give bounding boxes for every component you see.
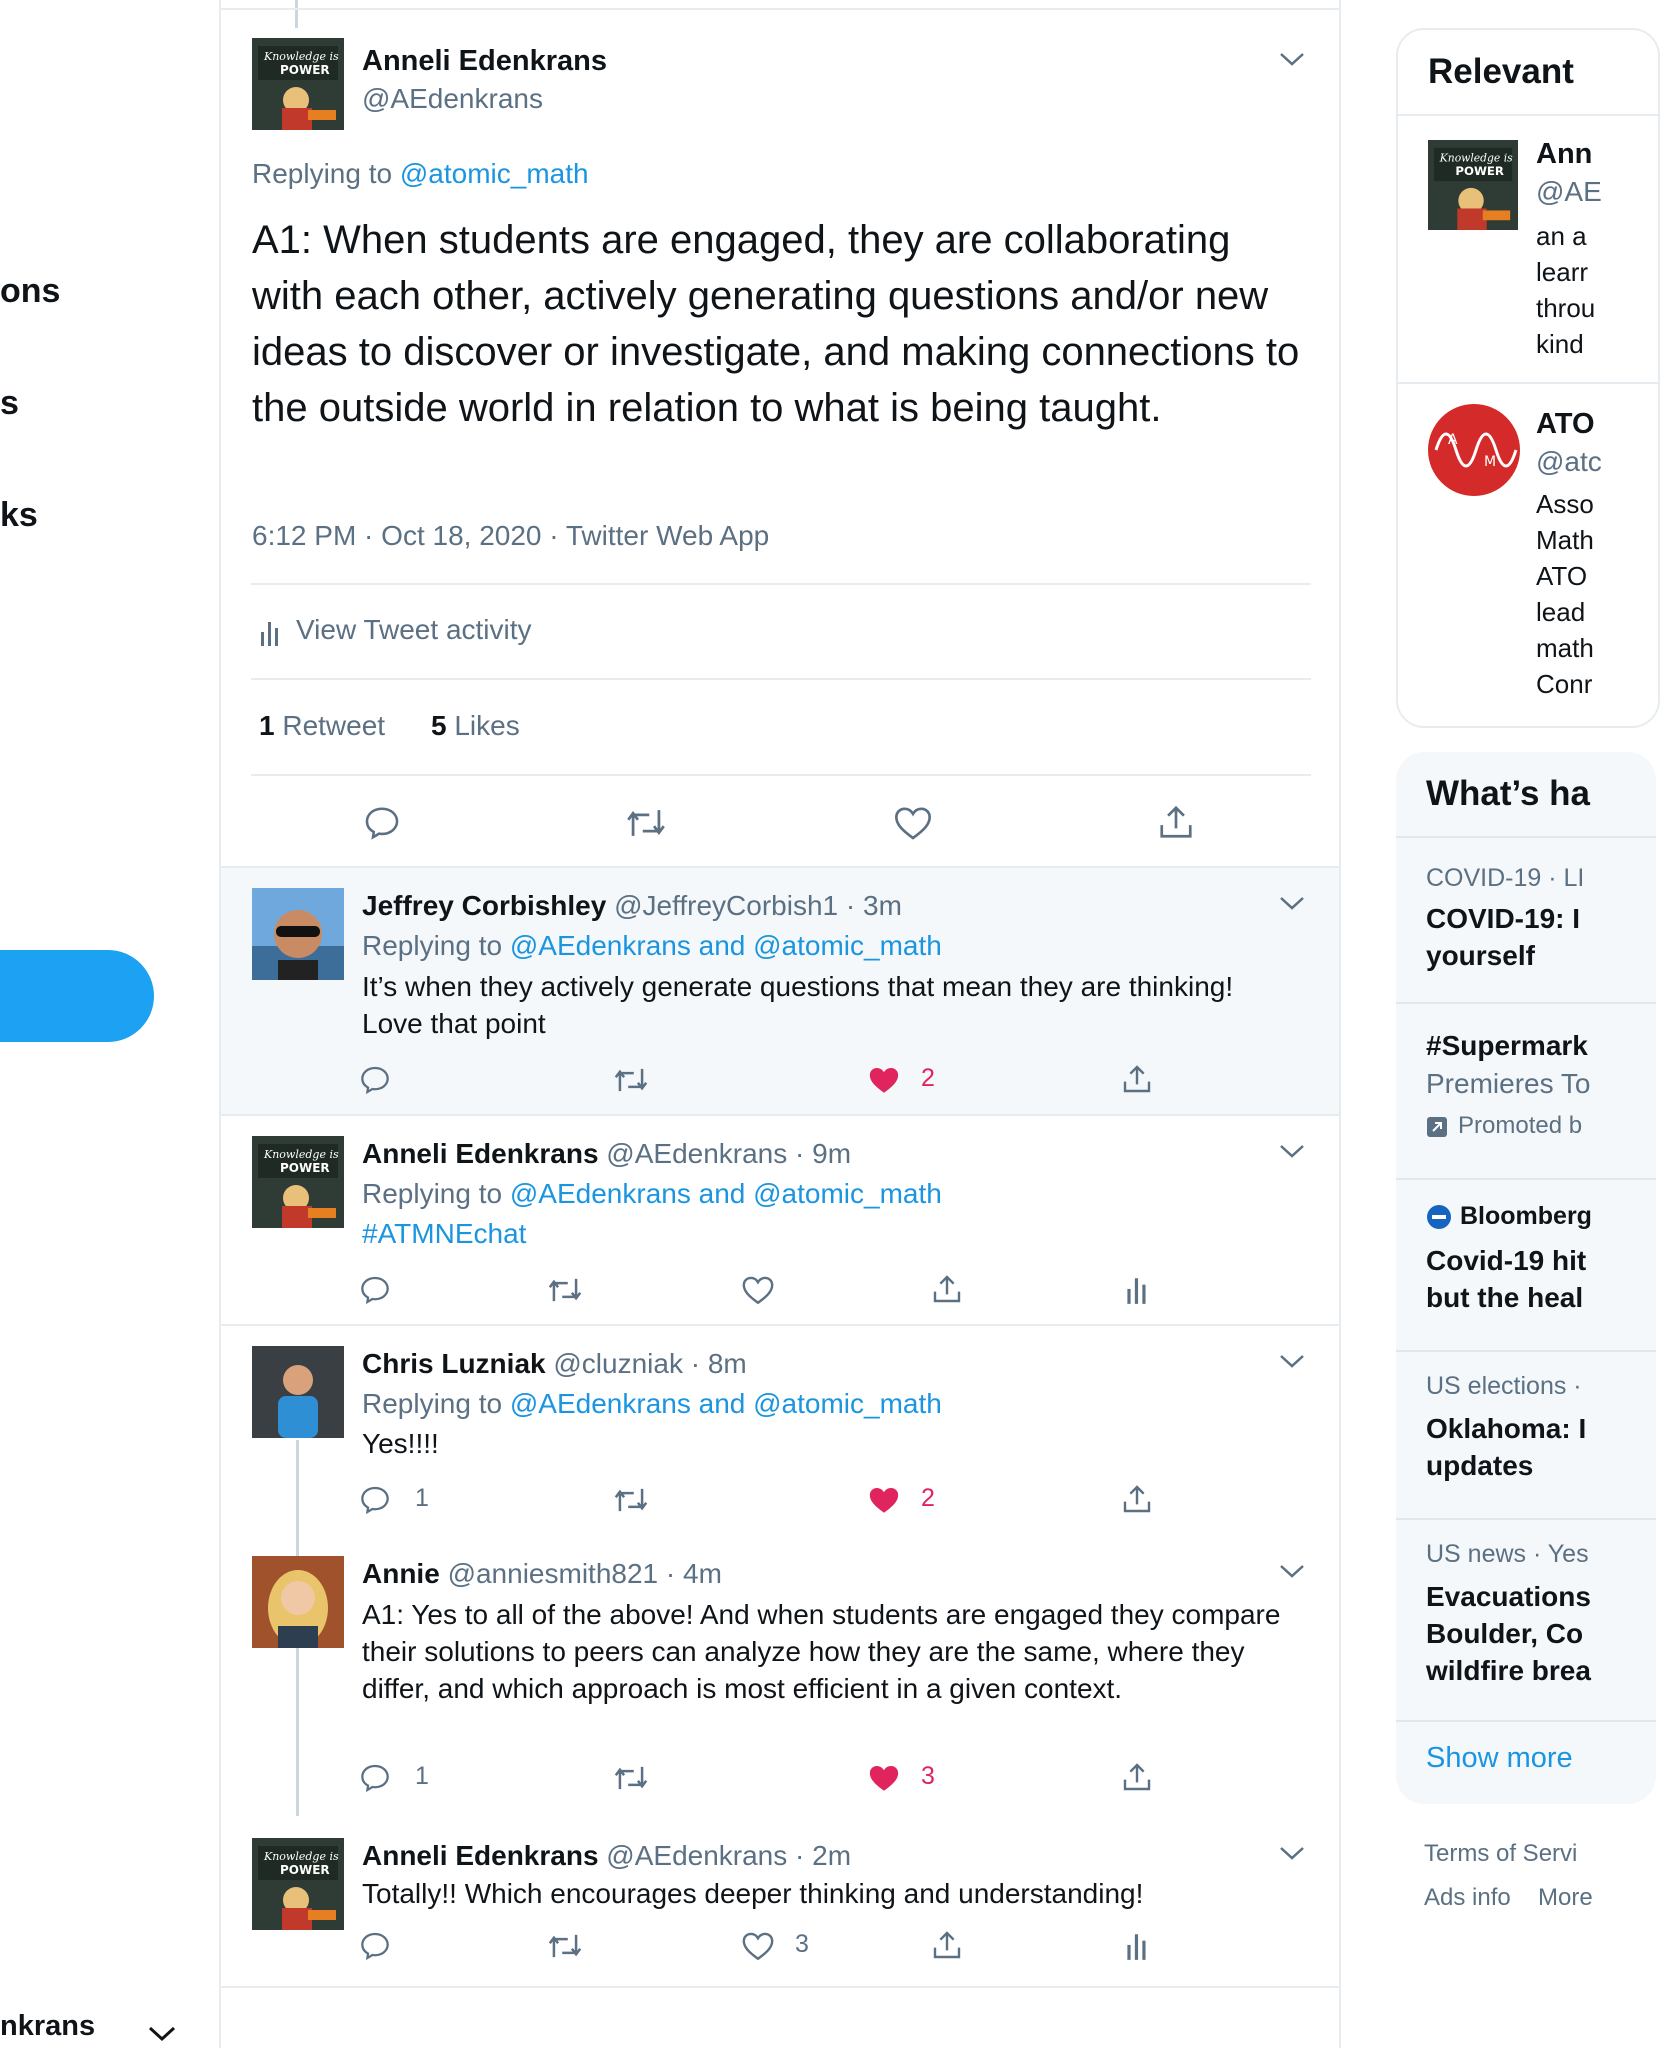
tweet-reply[interactable]	[221, 868, 1339, 1114]
trend-context: US elections ·	[1426, 1372, 1582, 1400]
svg-text:Knowledge is: Knowledge is	[264, 50, 339, 63]
svg-text:POWER: POWER	[280, 1863, 330, 1877]
bio-line: Asso	[1536, 489, 1594, 519]
headline-line: COVID-19: I	[1426, 903, 1581, 934]
divider	[251, 774, 1311, 776]
trend-source: Bloomberg	[1460, 1202, 1592, 1230]
tweet-header	[362, 1558, 722, 1590]
tweet-text: A1: When students are engaged, they are collaborating with each other, actively generating questions and/or new ideas to discover or investigate, and making connections to the outside world in relation to what is being taught.	[252, 218, 1300, 430]
reply-icon[interactable]	[359, 1484, 391, 1516]
headline-line: Oklahoma: I	[1426, 1413, 1587, 1444]
author-name[interactable]: Anneli Edenkrans	[362, 1138, 599, 1169]
share-icon[interactable]	[1157, 802, 1195, 842]
trend-item[interactable]	[1396, 838, 1656, 1002]
person-name[interactable]: ATO	[1536, 408, 1595, 440]
retweet-icon[interactable]	[613, 1764, 649, 1792]
share-icon[interactable]	[1121, 1760, 1153, 1794]
retweet-icon[interactable]	[613, 1066, 649, 1094]
author-handle[interactable]: @cluzniak	[553, 1348, 683, 1379]
author-name[interactable]: Annie	[362, 1558, 440, 1589]
bio-line: ATO	[1536, 561, 1588, 591]
divider	[1398, 114, 1658, 116]
person-name[interactable]: Ann	[1536, 138, 1593, 170]
trend-headline: #Supermark	[1426, 1030, 1588, 1061]
replying-prefix: Replying to	[362, 930, 503, 961]
headline-line: wildfire brea	[1426, 1655, 1591, 1686]
avatar[interactable]	[1428, 404, 1520, 496]
svg-text:Knowledge is: Knowledge is	[264, 1148, 339, 1161]
promoted-label: Promoted b	[1458, 1112, 1583, 1139]
divider	[1398, 382, 1658, 384]
trend-item-promoted[interactable]	[1396, 1004, 1656, 1168]
avatar[interactable]	[252, 38, 344, 130]
author-name[interactable]: Chris Luzniak	[362, 1348, 546, 1379]
reply-icon[interactable]	[359, 1930, 391, 1962]
chevron-down-icon[interactable]	[1279, 1846, 1305, 1862]
tweet-reply[interactable]	[221, 1818, 1339, 1986]
bio-line: kind	[1536, 329, 1584, 359]
person-handle[interactable]: @atc	[1536, 446, 1602, 477]
replying-to-link[interactable]: @AEdenkrans and @atomic_math	[509, 1178, 942, 1209]
whats-happening-title: What’s ha	[1426, 774, 1590, 813]
replying-to	[362, 1388, 942, 1420]
thread-line	[296, 1650, 299, 1816]
footer-more-link[interactable]: More	[1538, 1884, 1593, 1911]
author-name[interactable]: Anneli Edenkrans	[362, 1840, 599, 1871]
like-filled-icon[interactable]	[867, 1064, 901, 1096]
replying-to	[362, 1178, 942, 1210]
like-icon[interactable]	[741, 1930, 775, 1962]
divider	[221, 8, 1339, 10]
avatar[interactable]	[252, 1556, 344, 1648]
bio-line: math	[1536, 633, 1594, 663]
tweet-text: Totally!! Which encourages deeper thinking and understanding!	[362, 1878, 1144, 1909]
trend-context: US news · Yes	[1426, 1540, 1589, 1568]
bio-line: Conr	[1536, 669, 1593, 699]
promoted-icon	[1426, 1116, 1448, 1138]
author-handle[interactable]: @AEdenkrans	[606, 1138, 788, 1169]
avatar[interactable]	[252, 1346, 344, 1438]
headline-line: but the heal	[1426, 1282, 1584, 1313]
like-count: 2	[921, 1484, 935, 1512]
headline-line: Evacuations	[1426, 1581, 1591, 1612]
chevron-down-icon[interactable]	[1279, 1144, 1305, 1160]
footer-ads-info-link[interactable]: Ads info	[1424, 1884, 1511, 1911]
like-stats[interactable]	[431, 710, 520, 742]
replying-prefix: Replying to	[252, 158, 393, 189]
retweet-icon[interactable]	[613, 1486, 649, 1514]
share-icon[interactable]	[931, 1928, 963, 1962]
view-tweet-activity[interactable]: View Tweet activity	[296, 614, 532, 645]
reply-count: 1	[415, 1484, 429, 1512]
tweet-header	[362, 1348, 747, 1380]
tweet-meta[interactable]: 6:12 PM · Oct 18, 2020 · Twitter Web App	[252, 520, 770, 551]
replying-prefix: Replying to	[362, 1178, 503, 1209]
nav-item-bookmarks[interactable]: ks	[0, 496, 38, 534]
retweet-icon[interactable]	[547, 1276, 583, 1304]
hashtag-link[interactable]: #ATMNEchat	[362, 1218, 527, 1249]
retweet-icon[interactable]	[625, 806, 667, 840]
tweet-text: It’s when they actively generate questions that mean they are thinking! Love that point	[362, 971, 1234, 1039]
avatar[interactable]	[1428, 140, 1518, 230]
divider	[221, 1986, 1339, 1988]
like-filled-icon[interactable]	[867, 1762, 901, 1794]
svg-text:POWER: POWER	[1455, 164, 1504, 179]
replying-to	[252, 158, 589, 190]
person-bio	[1536, 218, 1595, 362]
svg-text:Knowledge is: Knowledge is	[264, 1850, 339, 1863]
chevron-down-icon[interactable]	[1279, 1354, 1305, 1370]
avatar[interactable]	[252, 1136, 344, 1228]
bio-line: Math	[1536, 525, 1594, 555]
whats-happening-card	[1396, 752, 1656, 1804]
svg-text:POWER: POWER	[280, 63, 330, 77]
show-more-link[interactable]: Show more	[1426, 1742, 1573, 1774]
reply-icon[interactable]	[359, 1274, 391, 1306]
trend-context: COVID-19 · LI	[1426, 864, 1585, 892]
author-handle[interactable]: @JeffreyCorbish1	[614, 890, 839, 921]
retweet-icon[interactable]	[547, 1932, 583, 1960]
bio-line: an a	[1536, 221, 1587, 251]
divider	[251, 583, 1311, 585]
trend-subtitle: Premieres To	[1426, 1068, 1591, 1099]
headline-line: updates	[1426, 1450, 1534, 1481]
account-name[interactable]: nkrans	[0, 2010, 96, 2042]
analytics-icon[interactable]	[1125, 1930, 1149, 1962]
tweet-header	[362, 1840, 851, 1872]
reply-icon[interactable]	[363, 804, 401, 842]
headline-line: Covid-19 hit	[1426, 1245, 1587, 1276]
tweet-time[interactable]: · 4m	[665, 1558, 722, 1589]
reply-count: 1	[415, 1762, 429, 1790]
share-icon[interactable]	[931, 1272, 963, 1306]
tweet-text: A1: Yes to all of the above! And when students are engaged they compare their solutions to peers can analyze how they are the same, where they differ, and which approach is most efficient in a given context.	[362, 1599, 1281, 1704]
person-handle[interactable]: @AE	[1536, 176, 1602, 207]
chevron-down-icon[interactable]	[1279, 896, 1305, 912]
share-icon[interactable]	[1121, 1062, 1153, 1096]
bloomberg-logo-icon	[1426, 1204, 1452, 1230]
svg-text:POWER: POWER	[280, 1161, 330, 1175]
nav-item-messages[interactable]: s	[0, 384, 19, 422]
replying-to-link[interactable]: @atomic_math	[399, 158, 589, 189]
divider	[251, 678, 1311, 680]
nav-item-notifications[interactable]: ons	[0, 272, 61, 310]
relevant-people-card	[1396, 28, 1660, 728]
bio-line: lead	[1536, 597, 1586, 627]
trend-item[interactable]	[1396, 1520, 1656, 1720]
author-name[interactable]: Anneli Edenkrans	[362, 45, 607, 77]
tweet-reply[interactable]	[221, 1536, 1339, 1818]
thread-line	[295, 0, 298, 28]
tweet-reply[interactable]	[221, 1326, 1339, 1536]
trend-headline	[1426, 900, 1580, 974]
avatar[interactable]	[252, 1838, 344, 1930]
like-label: Likes	[454, 710, 520, 741]
tweet-reply[interactable]	[221, 1116, 1339, 1324]
reply-icon[interactable]	[359, 1064, 391, 1096]
tweet-button[interactable]	[0, 950, 154, 1042]
divider	[1396, 1720, 1656, 1722]
replying-to-link[interactable]: @AEdenkrans and @atomic_math	[509, 1388, 942, 1419]
author-handle[interactable]: @AEdenkrans	[362, 83, 543, 114]
like-count: 3	[921, 1762, 935, 1790]
author-handle[interactable]: @AEdenkrans	[606, 1840, 788, 1871]
like-filled-icon[interactable]	[867, 1484, 901, 1516]
trend-headline	[1426, 1410, 1586, 1484]
tweet-time[interactable]: · 9m	[795, 1138, 852, 1169]
tweet-time[interactable]: · 8m	[690, 1348, 747, 1379]
like-icon[interactable]	[741, 1274, 775, 1306]
trend-headline	[1426, 1578, 1591, 1689]
author-handle[interactable]: @anniesmith821	[447, 1558, 659, 1589]
avatar[interactable]	[252, 888, 344, 980]
analytics-icon[interactable]	[259, 618, 281, 648]
headline-line: yourself	[1426, 940, 1535, 971]
tweet-header	[362, 890, 902, 922]
retweet-count: 1	[259, 710, 275, 741]
conversation-column	[219, 0, 1341, 2048]
relevant-title: Relevant	[1428, 52, 1574, 91]
replying-prefix: Replying to	[362, 1388, 503, 1419]
footer-terms-link[interactable]: Terms of Servi	[1424, 1840, 1578, 1867]
tweet-time[interactable]: · 3m	[845, 890, 902, 921]
bio-line: throu	[1536, 293, 1596, 323]
chevron-down-icon[interactable]	[1279, 1564, 1305, 1580]
trend-headline	[1426, 1242, 1586, 1316]
tweet-text: Yes!!!!	[362, 1428, 439, 1459]
headline-line: Boulder, Co	[1426, 1618, 1584, 1649]
svg-text:A: A	[1448, 432, 1458, 448]
replying-to	[362, 930, 942, 962]
like-icon[interactable]	[893, 804, 933, 842]
author-name[interactable]: Jeffrey Corbishley	[362, 890, 607, 921]
svg-text:M: M	[1484, 454, 1497, 470]
svg-text:Knowledge is: Knowledge is	[1439, 151, 1513, 165]
like-count: 3	[795, 1930, 809, 1958]
replying-to-link[interactable]: @AEdenkrans and @atomic_math	[509, 930, 942, 961]
reply-icon[interactable]	[359, 1762, 391, 1794]
analytics-icon[interactable]	[1125, 1274, 1149, 1306]
chevron-down-icon[interactable]	[148, 2026, 176, 2042]
retweet-label: Retweet	[282, 710, 386, 741]
retweet-stats[interactable]	[259, 710, 385, 742]
chevron-down-icon[interactable]	[1279, 52, 1305, 68]
trend-item[interactable]	[1396, 1180, 1656, 1350]
trend-item[interactable]	[1396, 1352, 1656, 1518]
person-bio	[1536, 486, 1594, 702]
share-icon[interactable]	[1121, 1482, 1153, 1516]
tweet-time[interactable]: · 2m	[795, 1840, 852, 1871]
bio-line: learr	[1536, 257, 1589, 287]
like-count: 5	[431, 710, 447, 741]
like-count: 2	[921, 1064, 935, 1092]
tweet-header	[362, 1138, 851, 1170]
